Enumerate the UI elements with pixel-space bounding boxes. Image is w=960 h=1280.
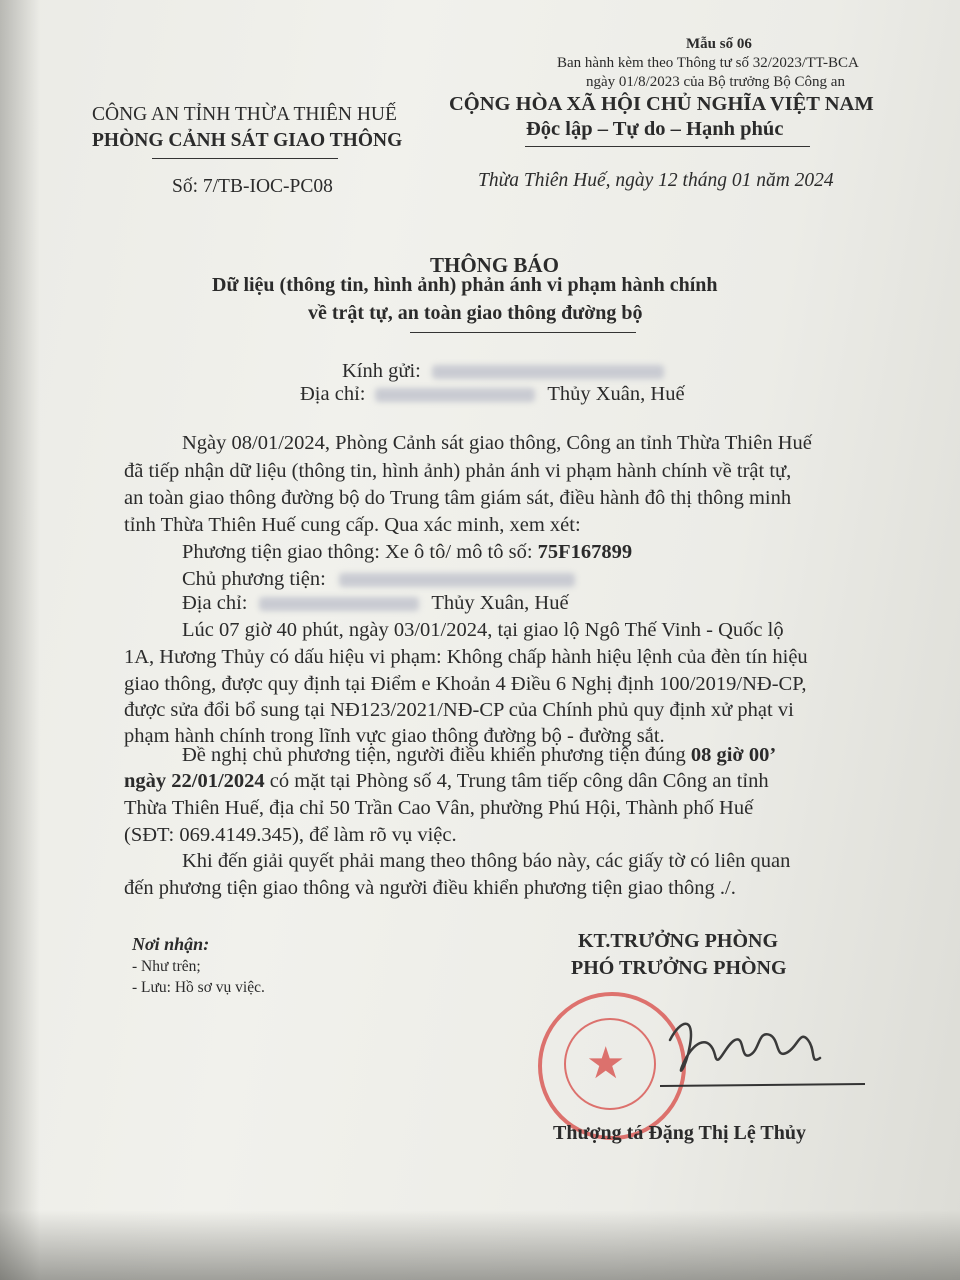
department-underline	[152, 158, 338, 159]
body-line: Khi đến giải quyết phải mang theo thông báo này, các giấy tờ có liên quan	[182, 850, 791, 872]
motto-underline	[525, 146, 810, 147]
body-line: giao thông, được quy định tại Điểm e Khoản 4 Điều 6 Nghị định 100/2019/NĐ-CP,	[124, 673, 807, 695]
recipient-address-label: Địa chỉ:	[300, 383, 366, 405]
recipients-item: - Lưu: Hồ sơ vụ việc.	[132, 979, 265, 996]
vehicle-row	[182, 539, 632, 565]
signature-title-2: PHÓ TRƯỞNG PHÒNG	[571, 957, 787, 979]
recipient-address-redacted	[375, 388, 535, 402]
owner-address-tail: Thủy Xuân, Huế	[431, 592, 569, 614]
recipients-item: - Như trên;	[132, 958, 201, 975]
handwritten-signature	[640, 1000, 870, 1100]
owner-name-redacted	[339, 573, 575, 587]
recipient-name-redacted	[432, 365, 664, 379]
national-motto: Độc lập – Tự do – Hạnh phúc	[526, 118, 784, 140]
place-and-date: Thừa Thiên Huế, ngày 12 tháng 01 năm 2024	[478, 170, 834, 191]
recipient-address-row	[300, 381, 685, 407]
vehicle-plate: 75F167899	[537, 541, 633, 563]
body-line: đến phương tiện giao thông và người điều khiển phương tiện giao thông ./.	[124, 877, 736, 899]
body-text: có mặt tại Phòng số 4, Trung tâm tiếp công dân Công an tỉnh	[264, 770, 769, 792]
body-line: đã tiếp nhận dữ liệu (thông tin, hình ảnh) phản ánh vi phạm hành chính về trật tự,	[124, 460, 792, 482]
page-shadow-bottom	[0, 1210, 960, 1280]
body-line: 1A, Hương Thủy có dấu hiệu vi phạm: Không chấp hành hiệu lệnh của đèn tín hiệu	[124, 646, 808, 668]
owner-address-row	[182, 590, 569, 616]
owner-address-redacted	[259, 597, 419, 611]
body-line: Lúc 07 giờ 40 phút, ngày 03/01/2024, tại giao lộ Ngô Thế Vinh - Quốc lộ	[182, 619, 784, 641]
country-name: CỘNG HÒA XÃ HỘI CHỦ NGHĨA VIỆT NAM	[449, 93, 874, 115]
star-icon: ★	[586, 1039, 626, 1088]
document-subtitle-1: Dữ liệu (thông tin, hình ảnh) phản ánh vi phạm hành chính	[212, 274, 718, 296]
owner-row	[182, 566, 575, 592]
body-line: Thừa Thiên Huế, địa chỉ 50 Trần Cao Vân, phường Phú Hội, Thành phố Huế	[124, 797, 754, 819]
body-line	[182, 742, 776, 768]
agency-name: CÔNG AN TỈNH THỪA THIÊN HUẾ	[92, 104, 397, 125]
form-issued-line2: ngày 01/8/2023 của Bộ trưởng Bộ Công an	[586, 74, 845, 90]
recipient-label: Kính gửi:	[342, 360, 421, 382]
owner-label: Chủ phương tiện:	[182, 568, 326, 590]
recipient-address-tail: Thủy Xuân, Huế	[547, 383, 685, 405]
vehicle-label: Phương tiện giao thông: Xe ô tô/ mô tô số:	[182, 541, 533, 563]
body-line: tỉnh Thừa Thiên Huế cung cấp. Qua xác minh, xem xét:	[124, 514, 581, 536]
document-subtitle-2: về trật tự, an toàn giao thông đường bộ	[308, 302, 643, 324]
recipients-label: Nơi nhận:	[132, 934, 210, 954]
body-line: (SĐT: 069.4149.345), để làm rõ vụ việc.	[124, 824, 457, 846]
body-text: Đề nghị chủ phương tiện, người điều khiển phương tiện đúng	[182, 744, 691, 766]
signer-name: Thượng tá Đặng Thị Lệ Thủy	[553, 1122, 806, 1144]
appointment-date: ngày 22/01/2024	[124, 770, 265, 792]
body-line: phạm hành chính trong lĩnh vực giao thông đường bộ - đường sắt.	[124, 725, 665, 747]
signature-title-1: KT.TRƯỞNG PHÒNG	[578, 930, 778, 952]
document-number: Số: 7/TB-IOC-PC08	[172, 176, 333, 197]
form-issued-line1: Ban hành kèm theo Thông tư số 32/2023/TT-BCA	[557, 55, 859, 71]
body-line: an toàn giao thông đường bộ do Trung tâm giám sát, điều hành đô thị thông minh	[124, 487, 792, 509]
document-title: THÔNG BÁO	[430, 253, 559, 277]
page-shadow-left	[0, 0, 40, 1280]
body-line	[124, 768, 769, 794]
appointment-time: 08 giờ 00’	[690, 744, 777, 766]
title-underline	[410, 332, 636, 333]
body-line: Ngày 08/01/2024, Phòng Cảnh sát giao thông, Công an tỉnh Thừa Thiên Huế	[182, 432, 812, 454]
owner-address-label: Địa chỉ:	[182, 592, 248, 614]
department-name: PHÒNG CẢNH SÁT GIAO THÔNG	[92, 130, 403, 151]
form-number: Mẫu số 06	[686, 36, 752, 52]
body-line: được sửa đổi bổ sung tại NĐ123/2021/NĐ-CP của Chính phủ quy định xử phạt vi	[124, 699, 794, 721]
